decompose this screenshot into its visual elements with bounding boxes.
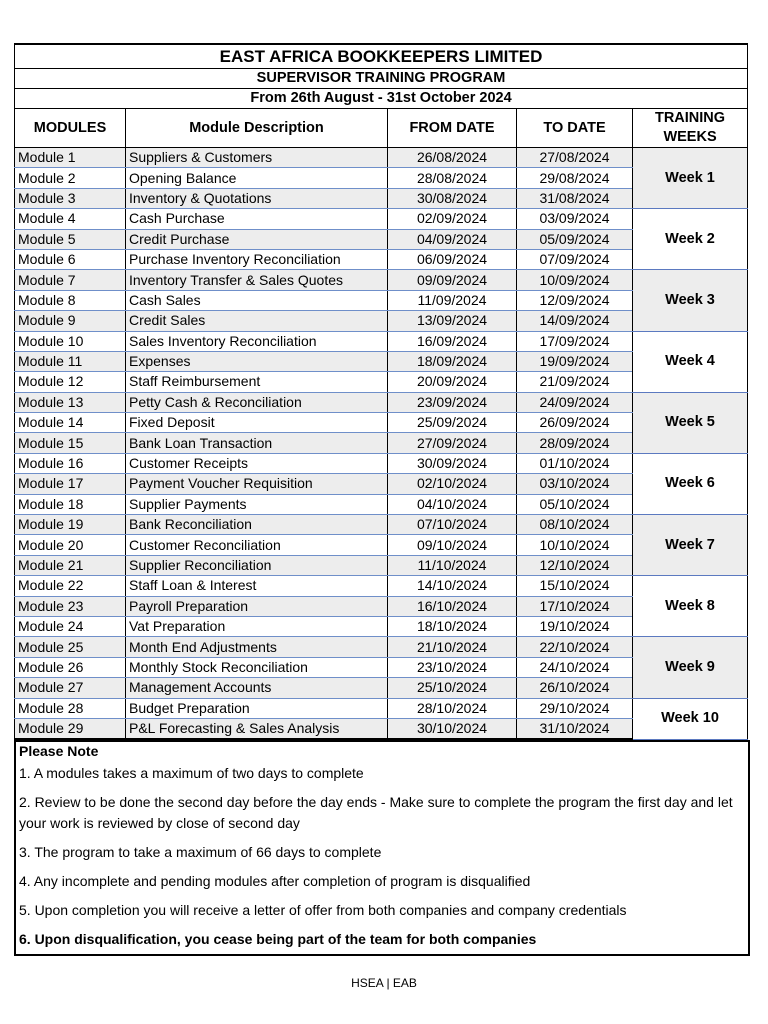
module-cell: Module 9	[15, 311, 126, 331]
module-cell: Module 21	[15, 555, 126, 575]
from-date-cell: 07/10/2024	[388, 515, 517, 535]
module-cell: Module 22	[15, 576, 126, 596]
to-date-cell: 01/10/2024	[517, 453, 633, 473]
to-date-cell: 14/09/2024	[517, 311, 633, 331]
description-cell: Credit Purchase	[126, 229, 388, 249]
note-item: 5. Upon completion you will receive a letter of offer from both companies and company credentials	[19, 902, 627, 919]
table-row	[15, 698, 748, 718]
to-date-cell: 19/10/2024	[517, 616, 633, 636]
from-date-cell: 11/09/2024	[388, 290, 517, 310]
from-date-cell: 06/09/2024	[388, 249, 517, 269]
table-row	[15, 331, 748, 351]
from-date-cell: 25/09/2024	[388, 413, 517, 433]
training-schedule-sheet	[14, 43, 747, 956]
week-label: Week 5	[633, 392, 748, 453]
from-date-cell: 18/10/2024	[388, 616, 517, 636]
to-date-cell: 12/10/2024	[517, 555, 633, 575]
module-cell: Module 20	[15, 535, 126, 555]
description-cell: P&L Forecasting & Sales Analysis	[126, 718, 388, 739]
description-cell: Credit Sales	[126, 311, 388, 331]
from-date-cell: 25/10/2024	[388, 678, 517, 698]
to-date-cell: 03/09/2024	[517, 209, 633, 229]
description-cell: Payment Voucher Requisition	[126, 474, 388, 494]
note-item: 6. Upon disqualification, you cease being part of the team for both companies	[19, 931, 537, 948]
week-label: Week 4	[633, 331, 748, 392]
from-date-cell: 23/09/2024	[388, 392, 517, 412]
company-title: EAST AFRICA BOOKKEEPERS LIMITED	[15, 44, 748, 69]
to-date-cell: 03/10/2024	[517, 474, 633, 494]
module-cell: Module 7	[15, 270, 126, 290]
module-cell: Module 6	[15, 249, 126, 269]
module-cell: Module 8	[15, 290, 126, 310]
notes-section	[14, 740, 750, 956]
module-cell: Module 5	[15, 229, 126, 249]
week-label: Week 7	[633, 515, 748, 576]
description-cell: Budget Preparation	[126, 698, 388, 718]
module-cell: Module 26	[15, 657, 126, 677]
week-label: Week 6	[633, 453, 748, 514]
from-date-cell: 28/10/2024	[388, 698, 517, 718]
to-date-cell: 31/10/2024	[517, 718, 633, 739]
week-label: Week 8	[633, 576, 748, 637]
from-date-cell: 13/09/2024	[388, 311, 517, 331]
table-row	[15, 453, 748, 473]
from-date-cell: 30/08/2024	[388, 188, 517, 208]
description-cell: Purchase Inventory Reconciliation	[126, 249, 388, 269]
module-cell: Module 15	[15, 433, 126, 453]
to-date-cell: 26/09/2024	[517, 413, 633, 433]
table-row	[15, 148, 748, 168]
from-date-cell: 11/10/2024	[388, 555, 517, 575]
description-cell: Bank Reconciliation	[126, 515, 388, 535]
description-cell: Customer Receipts	[126, 453, 388, 473]
from-date-cell: 09/09/2024	[388, 270, 517, 290]
description-cell: Cash Sales	[126, 290, 388, 310]
to-date-cell: 07/09/2024	[517, 249, 633, 269]
from-date-cell: 30/09/2024	[388, 453, 517, 473]
to-date-cell: 08/10/2024	[517, 515, 633, 535]
from-date-cell: 04/09/2024	[388, 229, 517, 249]
from-date-cell: 16/10/2024	[388, 596, 517, 616]
module-cell: Module 24	[15, 616, 126, 636]
description-cell: Inventory Transfer & Sales Quotes	[126, 270, 388, 290]
to-date-cell: 24/10/2024	[517, 657, 633, 677]
to-date-cell: 28/09/2024	[517, 433, 633, 453]
module-cell: Module 23	[15, 596, 126, 616]
note-item: 3. The program to take a maximum of 66 days to complete	[19, 844, 382, 861]
from-date-cell: 23/10/2024	[388, 657, 517, 677]
module-cell: Module 2	[15, 168, 126, 188]
notes-heading: Please Note	[19, 743, 99, 760]
from-date-cell: 09/10/2024	[388, 535, 517, 555]
to-date-cell: 27/08/2024	[517, 148, 633, 168]
program-title: SUPERVISOR TRAINING PROGRAM	[15, 69, 748, 89]
module-cell: Module 4	[15, 209, 126, 229]
to-date-cell: 24/09/2024	[517, 392, 633, 412]
module-cell: Module 28	[15, 698, 126, 718]
description-cell: Bank Loan Transaction	[126, 433, 388, 453]
from-date-cell: 21/10/2024	[388, 637, 517, 657]
module-cell: Module 14	[15, 413, 126, 433]
description-cell: Customer Reconciliation	[126, 535, 388, 555]
to-date-cell: 05/10/2024	[517, 494, 633, 514]
to-date-cell: 12/09/2024	[517, 290, 633, 310]
week-label: Week 9	[633, 637, 748, 698]
table-row	[15, 392, 748, 412]
module-cell: Module 29	[15, 718, 126, 739]
to-date-cell: 31/08/2024	[517, 188, 633, 208]
description-cell: Cash Purchase	[126, 209, 388, 229]
week-label: Week 1	[633, 148, 748, 209]
module-cell: Module 16	[15, 453, 126, 473]
from-date-cell: 02/10/2024	[388, 474, 517, 494]
from-date-cell: 28/08/2024	[388, 168, 517, 188]
table-row	[15, 270, 748, 290]
module-cell: Module 27	[15, 678, 126, 698]
to-date-cell: 10/09/2024	[517, 270, 633, 290]
module-cell: Module 1	[15, 148, 126, 168]
to-date-cell: 21/09/2024	[517, 372, 633, 392]
note-item: 4. Any incomplete and pending modules after completion of program is disqualified	[19, 873, 531, 890]
module-cell: Module 17	[15, 474, 126, 494]
from-date-cell: 14/10/2024	[388, 576, 517, 596]
module-cell: Module 13	[15, 392, 126, 412]
description-cell: Monthly Stock Reconciliation	[126, 657, 388, 677]
module-cell: Module 12	[15, 372, 126, 392]
to-date-cell: 05/09/2024	[517, 229, 633, 249]
page-footer: HSEA | EAB	[351, 976, 417, 990]
description-cell: Opening Balance	[126, 168, 388, 188]
table-row	[15, 637, 748, 657]
table-row	[15, 576, 748, 596]
header-to-date: TO DATE	[517, 109, 633, 148]
program-period: From 26th August - 31st October 2024	[15, 89, 748, 109]
description-cell: Management Accounts	[126, 678, 388, 698]
description-cell: Sales Inventory Reconciliation	[126, 331, 388, 351]
from-date-cell: 20/09/2024	[388, 372, 517, 392]
to-date-cell: 17/09/2024	[517, 331, 633, 351]
schedule-table	[14, 43, 748, 740]
to-date-cell: 10/10/2024	[517, 535, 633, 555]
week-label: Week 10	[633, 698, 748, 739]
description-cell: Payroll Preparation	[126, 596, 388, 616]
table-row	[15, 515, 748, 535]
from-date-cell: 16/09/2024	[388, 331, 517, 351]
from-date-cell: 02/09/2024	[388, 209, 517, 229]
module-cell: Module 11	[15, 351, 126, 371]
description-cell: Staff Loan & Interest	[126, 576, 388, 596]
module-cell: Module 10	[15, 331, 126, 351]
header-from-date: FROM DATE	[388, 109, 517, 148]
module-cell: Module 3	[15, 188, 126, 208]
header-modules: MODULES	[15, 109, 126, 148]
description-cell: Supplier Payments	[126, 494, 388, 514]
header-training-weeks: TRAINING WEEKS	[633, 109, 748, 148]
week-label: Week 3	[633, 270, 748, 331]
module-cell: Module 25	[15, 637, 126, 657]
table-row	[15, 209, 748, 229]
module-cell: Module 18	[15, 494, 126, 514]
to-date-cell: 29/10/2024	[517, 698, 633, 718]
description-cell: Supplier Reconciliation	[126, 555, 388, 575]
description-cell: Fixed Deposit	[126, 413, 388, 433]
note-item: 2. Review to be done the second day before the day ends - Make sure to complete the program the first day and let your work is reviewed by close of second day	[19, 794, 733, 832]
from-date-cell: 26/08/2024	[388, 148, 517, 168]
from-date-cell: 27/09/2024	[388, 433, 517, 453]
note-item: 1. A modules takes a maximum of two days to complete	[19, 765, 364, 782]
description-cell: Month End Adjustments	[126, 637, 388, 657]
description-cell: Suppliers & Customers	[126, 148, 388, 168]
to-date-cell: 29/08/2024	[517, 168, 633, 188]
description-cell: Petty Cash & Reconciliation	[126, 392, 388, 412]
from-date-cell: 30/10/2024	[388, 718, 517, 739]
to-date-cell: 17/10/2024	[517, 596, 633, 616]
to-date-cell: 26/10/2024	[517, 678, 633, 698]
module-cell: Module 19	[15, 515, 126, 535]
description-cell: Staff Reimbursement	[126, 372, 388, 392]
to-date-cell: 19/09/2024	[517, 351, 633, 371]
header-description: Module Description	[126, 109, 388, 148]
description-cell: Expenses	[126, 351, 388, 371]
to-date-cell: 15/10/2024	[517, 576, 633, 596]
description-cell: Inventory & Quotations	[126, 188, 388, 208]
to-date-cell: 22/10/2024	[517, 637, 633, 657]
from-date-cell: 04/10/2024	[388, 494, 517, 514]
from-date-cell: 18/09/2024	[388, 351, 517, 371]
description-cell: Vat Preparation	[126, 616, 388, 636]
week-label: Week 2	[633, 209, 748, 270]
